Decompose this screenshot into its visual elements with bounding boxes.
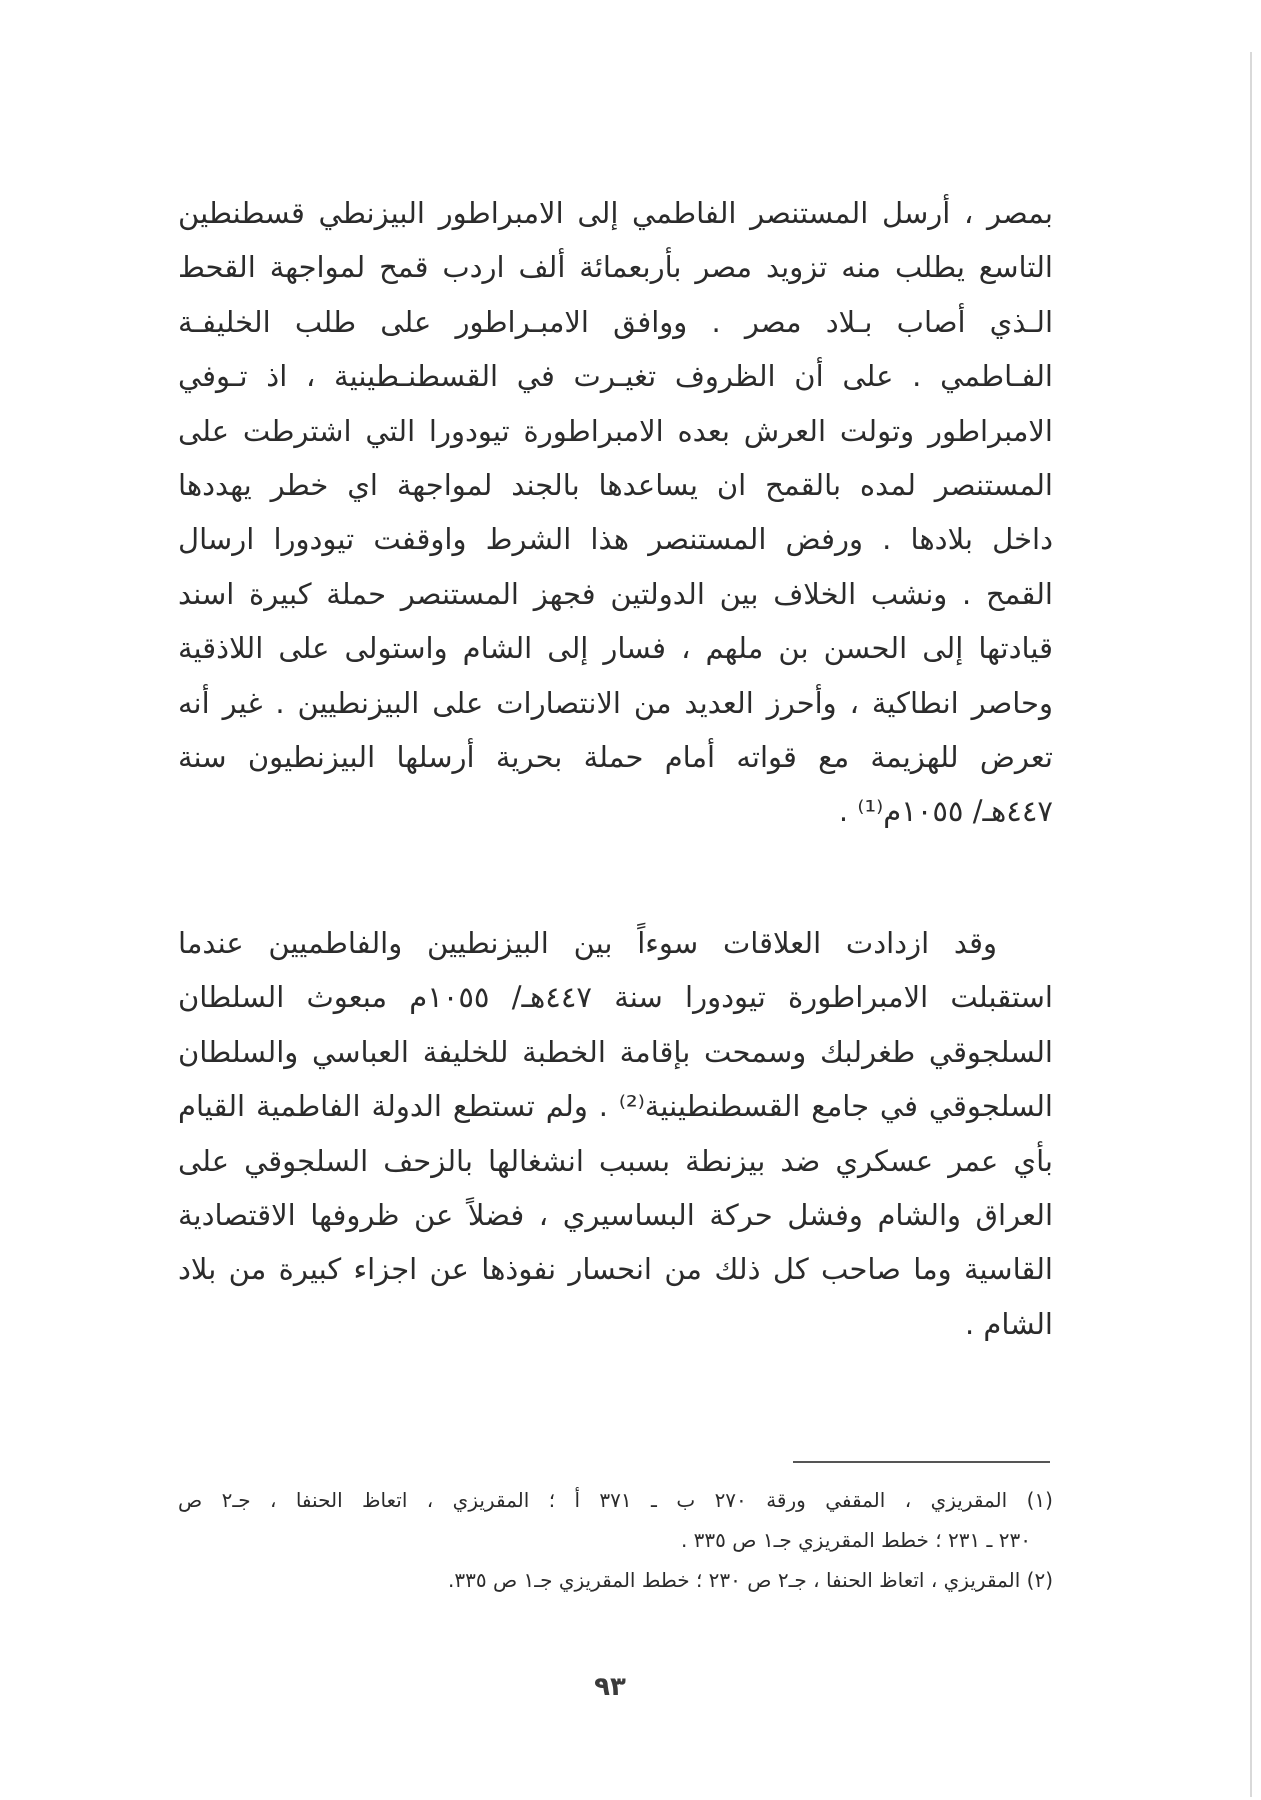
footnote-line: ٢٣٠ ـ ٢٣١ ؛ خطط المقريزي جـ١ ص ٣٣٥ . xyxy=(680,1528,1031,1552)
text-line: قيادتها إلى الحسن بن ملهم ، فسار إلى الشام واستولى على اللاذقية xyxy=(178,631,1053,666)
footnote-line: (٢) المقريزي ، اتعاظ الحنفا ، جـ٢ ص ٢٣٠ ؛ خطط المقريزي جـ١ ص ٣٣٥. xyxy=(448,1568,1053,1592)
text-line: القاسية وما صاحب كل ذلك من انحسار نفوذها عن اجزاء كبيرة من بلاد xyxy=(178,1252,1053,1287)
text-line: تعرض للهزيمة مع قواته أمام حملة بحرية أرسلها البيزنطيون سنة xyxy=(178,739,1053,774)
page-number: ٩٣ xyxy=(594,1672,626,1702)
text-line: الفـاطمي . على أن الظروف تغيـرت في القسطنـطينية ، اذ تـوفي xyxy=(178,359,1053,394)
paragraph-2 xyxy=(178,916,1053,1351)
text-line: التاسع يطلب منه تزويد مصر بأربعمائة ألف اردب قمح لمواجهة القحط xyxy=(178,250,1053,285)
page-edge-line xyxy=(1250,52,1252,1797)
text-line: المستنصر لمده بالقمح ان يساعدها بالجند لمواجهة اي خطر يهددها xyxy=(178,467,1053,502)
text-line: العراق والشام وفشل حركة البساسيري ، فضلاً عن ظروفها الاقتصادية xyxy=(178,1197,1053,1232)
text-line: وحاصر انطاكية ، وأحرز العديد من الانتصارات على البيزنطيين . غير أنه xyxy=(178,685,1053,720)
text-line: بمصر ، أرسل المستنصر الفاطمي إلى الامبراطور البيزنطي قسطنطين xyxy=(178,196,1053,230)
text-line: القمح . ونشب الخلاف بين الدولتين فجهز المستنصر حملة كبيرة اسند xyxy=(178,576,1053,611)
text-line: بأي عمر عسكري ضد بيزنطة بسبب انشغالها بالزحف السلجوقي على xyxy=(178,1143,1053,1178)
text-line: الشام . xyxy=(965,1306,1053,1341)
text-line: ٤٤٧هـ/ ١٠٥٥م⁽¹⁾ . xyxy=(838,794,1053,829)
footnotes xyxy=(178,1480,1053,1600)
text-line: السلجوقي في جامع القسطنطينية⁽²⁾ . ولم تستطع الدولة الفاطمية القيام xyxy=(178,1089,1053,1124)
paragraph-1 xyxy=(178,186,1053,839)
text-line: استقبلت الامبراطورة تيودورا سنة ٤٤٧هـ/ ١٠٥٥م مبعوث السلطان xyxy=(178,980,1053,1015)
text-line: داخل بلادها . ورفض المستنصر هذا الشرط واوقفت تيودورا ارسال xyxy=(178,522,1053,557)
footnote-1 xyxy=(178,1480,1053,1560)
footnote-line: (١) المقريزي ، المقفي ورقة ٢٧٠ ب ـ ٣٧١ أ ؛ المقريزي ، اتعاظ الحنفا ، جـ٢ ص xyxy=(178,1488,1053,1512)
footnote-2 xyxy=(178,1560,1053,1600)
footnote-separator xyxy=(793,1461,1050,1463)
text-line: الـذي أصاب بـلاد مصر . ووافق الامبـراطور على طلب الخليفـة xyxy=(178,304,1053,339)
text-line: الامبراطور وتولت العرش بعده الامبراطورة تيودورا التي اشترطت على xyxy=(178,413,1053,448)
text-line: السلجوقي طغرلبك وسمحت بإقامة الخطبة للخليفة العباسي والسلطان xyxy=(178,1034,1053,1069)
text-line: وقد ازدادت العلاقات سوءاً بين البيزنطيين والفاطميين عندما xyxy=(178,926,997,960)
